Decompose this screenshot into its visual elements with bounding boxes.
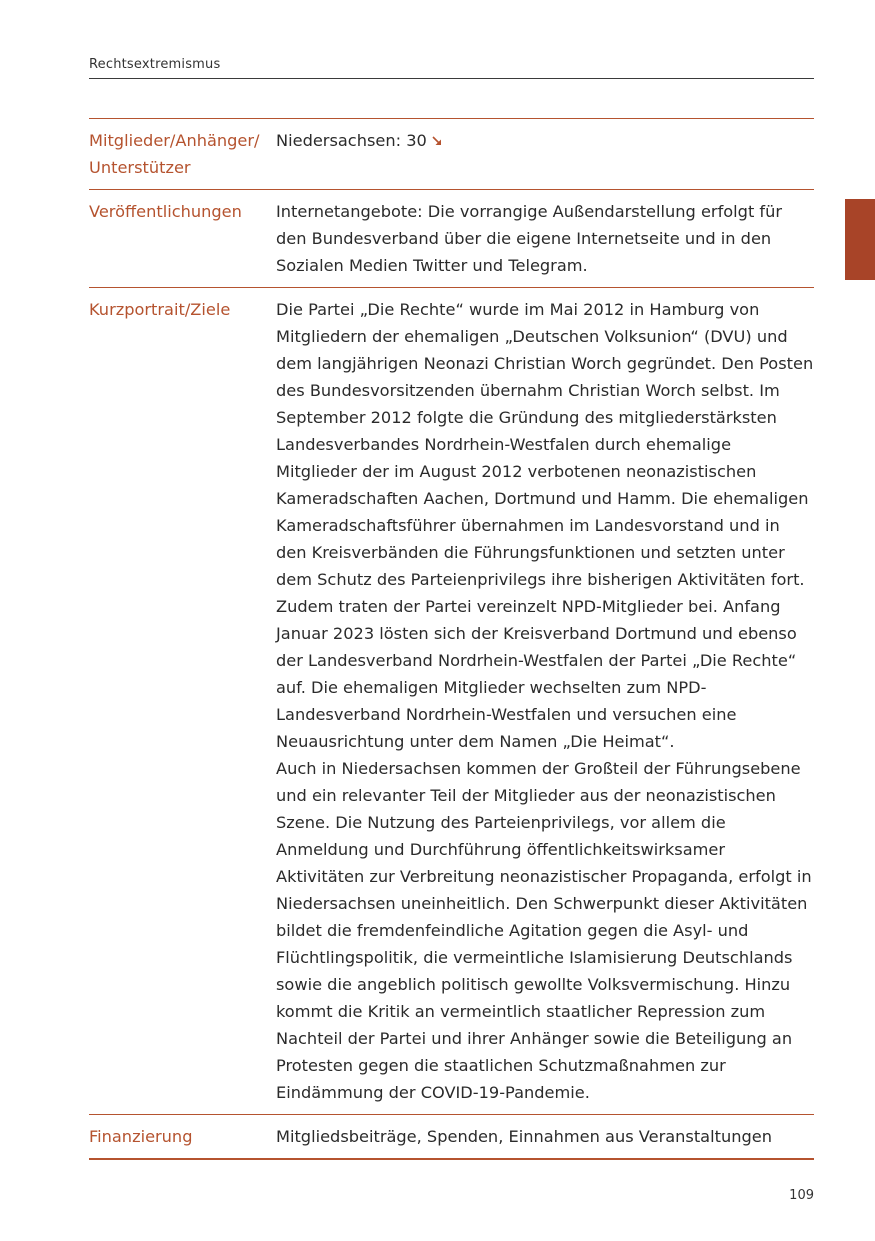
chapter-tab [845,199,875,280]
row-label-financing: Finanzierung [89,1115,276,1160]
page-number: 109 [789,1188,814,1203]
table-row-publications [89,190,814,288]
table-row-members [89,119,814,190]
row-value-financing: Mitgliedsbeiträge, Spenden, Einnahmen aus Veranstaltungen [276,1115,814,1160]
portrait-paragraph: Die Partei „Die Rechte“ wurde im Mai 2012 in Hamburg von Mitgliedern der ehemaligen „Deutschen Volksunion“ (DVU) und dem langjährigen Neonazi Christian Worch gegründet. Den Posten des Bundesvorsitzenden übernahm Christian Worch selbst. Im September 2012 folgte die Gründung des mitgliederstärksten Landesverbandes Nordrhein-Westfalen durch ehemalige Mitglieder der im August 2012 verbotenen neonazistischen Kameradschaften Aachen, Dortmund und Hamm. Die ehemaligen Kameradschaftsführer übernahmen im Landesvorstand und in den Kreisverbänden die Führungsfunktionen und setzten unter dem Schutz des Parteienprivilegs ihre bisherigen Aktivitäten fort. Zudem traten der Partei vereinzelt NPD-Mitglieder bei. Anfang Januar 2023 lösten sich der Kreisverband Dortmund und ebenso der Landesverband Nordrhein-Westfalen der Partei „Die Rechte“ auf. Die ehemaligen Mitglieder wechselten zum NPD-Landesverband Nordrhein-Westfalen und versuchen eine Neuausrichtung unter dem Namen „Die Heimat“. [276,300,814,751]
row-value-portrait [276,288,814,1115]
members-count-text: Niedersachsen: 30 [276,131,427,150]
row-value-publications: Internetangebote: Die vorrangige Außendarstellung erfolgt für den Bundesverband über die eigene Internetseite und in den Sozialen Medien Twitter und Telegram. [276,190,814,288]
info-table [89,118,814,1160]
table-row-portrait [89,288,814,1115]
portrait-paragraph: Auch in Niedersachsen kommen der Großteil der Führungsebene und ein relevanter Teil der Mitglieder aus der neonazistischen Szene. Die Nutzung des Parteienprivilegs, vor allem die Anmeldung und Durchführung öffentlichkeitswirksamer Aktivitäten zur Verbreitung neonazistischer Propaganda, erfolgt in Niedersachsen uneinheitlich. Den Schwerpunkt dieser Aktivitäten bildet die fremdenfeindliche Agitation gegen die Asyl- und Flüchtlingspolitik, die vermeintliche Islamisierung Deutschlands sowie die angeblich politisch gewollte Volksvermischung. Hinzu kommt die Kritik an vermeintlich staatlicher Repression zum Nachteil der Partei und ihrer Anhänger sowie die Beteiligung an Protesten gegen die staatlichen Schutzmaßnahmen zur Eindämmung der COVID-19-Pandemie. [276,759,812,1102]
table-row-financing [89,1115,814,1160]
row-label-publications: Veröffentlichungen [89,190,276,288]
header-rule [89,78,814,79]
row-label-portrait: Kurzportrait/Ziele [89,288,276,1115]
running-header: Rechtsextremismus [89,57,221,72]
trend-down-icon [431,127,443,154]
row-value-members [276,119,814,190]
row-label-members: Mitglieder/Anhänger/ Unterstützer [89,131,260,177]
